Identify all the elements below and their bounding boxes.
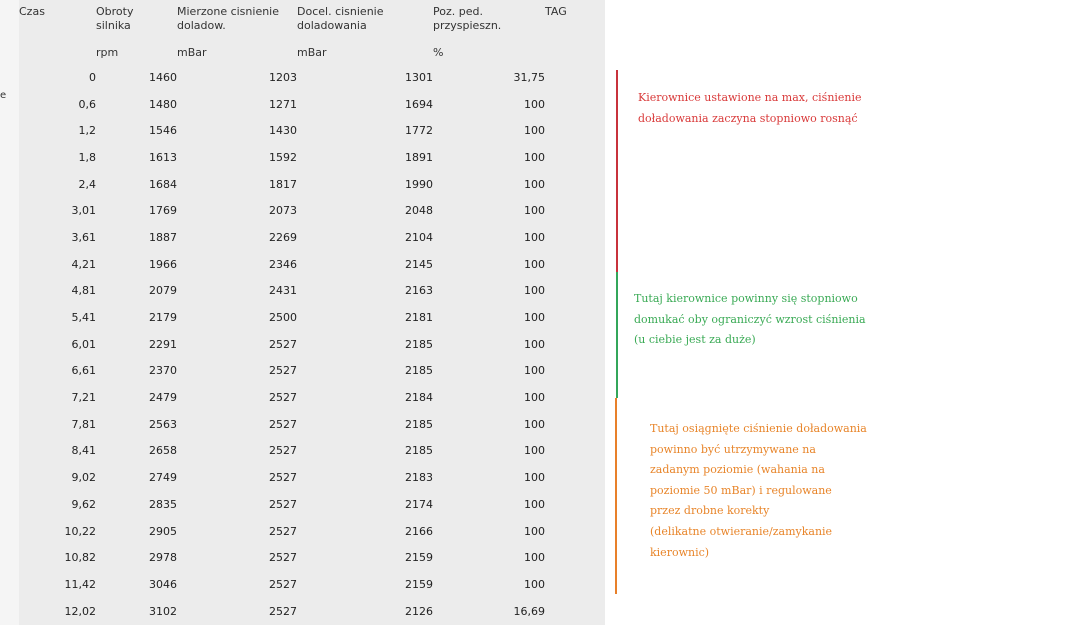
table-row: [19, 571, 605, 598]
cell-tag: [545, 358, 605, 385]
cell-rpm: 2835: [149, 497, 177, 511]
cell-measured: 2527: [269, 604, 297, 618]
cell-rpm: 2179: [149, 311, 177, 325]
cell-rpm: 1966: [149, 257, 177, 271]
cell-rpm: 1546: [149, 124, 177, 138]
cell-czas: 1,8: [78, 150, 96, 164]
cell-target: 1990: [405, 177, 433, 191]
cell-czas: 5,41: [71, 311, 96, 325]
annotation-orange-line: (delikatne otwieranie/zamykanie: [650, 524, 833, 538]
table-row: [19, 171, 605, 198]
annotation-orange-line: poziomie 50 mBar) i regulowane: [650, 483, 832, 497]
cell-target: 2181: [405, 311, 433, 325]
cell-target: 2183: [405, 471, 433, 485]
cell-rpm: 2658: [149, 444, 177, 458]
table-row: [19, 358, 605, 385]
cell-tag: [545, 331, 605, 358]
cell-tag: [545, 117, 605, 144]
table-row: [19, 117, 605, 144]
cell-tag: [545, 64, 605, 91]
cell-rpm: 2978: [149, 551, 177, 565]
cell-target: 2159: [405, 551, 433, 565]
cell-measured: 1430: [269, 124, 297, 138]
cell-czas: 10,22: [64, 524, 96, 538]
cell-tag: [545, 144, 605, 171]
unit-czas: [19, 40, 96, 64]
table-row: [19, 464, 605, 491]
table-row: [19, 544, 605, 571]
cell-pedal: 100: [524, 311, 545, 325]
cell-target: 1694: [405, 97, 433, 111]
annotation-orange-line: kierownic): [650, 545, 710, 559]
cell-rpm: 1684: [149, 177, 177, 191]
cell-czas: 0: [89, 70, 96, 84]
header-czas: Czas: [19, 5, 45, 18]
cell-czas: 1,2: [78, 124, 96, 138]
table-row: [19, 491, 605, 518]
table-row: [19, 331, 605, 358]
table-row: [19, 224, 605, 251]
cell-pedal: 100: [524, 524, 545, 538]
cell-measured: 2527: [269, 471, 297, 485]
unit-tag: [545, 40, 605, 64]
cell-pedal: 100: [524, 97, 545, 111]
cell-tag: [545, 518, 605, 545]
header-docel: Docel. cisnienie doladowania: [297, 5, 384, 32]
cell-tag: [545, 304, 605, 331]
unit-target: mBar: [297, 45, 327, 59]
cell-pedal: 100: [524, 391, 545, 405]
cell-measured: 1271: [269, 97, 297, 111]
cell-pedal: 100: [524, 497, 545, 511]
header-mierzone: Mierzone cisnienie doladow.: [177, 5, 280, 32]
cell-czas: 9,02: [71, 471, 96, 485]
unit-measured: mBar: [177, 45, 207, 59]
cell-rpm: 2079: [149, 284, 177, 298]
cell-measured: 2431: [269, 284, 297, 298]
cell-rpm: 2749: [149, 471, 177, 485]
cell-rpm: 2479: [149, 391, 177, 405]
cell-czas: 10,82: [64, 551, 96, 565]
cell-rpm: 2370: [149, 364, 177, 378]
cell-measured: 2346: [269, 257, 297, 271]
cell-rpm: 1887: [149, 230, 177, 244]
cell-czas: 4,81: [71, 284, 96, 298]
cell-rpm: 2291: [149, 337, 177, 351]
annotation-orange-line: powinno być utrzymywane na: [650, 442, 816, 456]
cell-target: 2185: [405, 417, 433, 431]
cell-czas: 6,01: [71, 337, 96, 351]
table-row: [19, 64, 605, 91]
cell-measured: 2527: [269, 497, 297, 511]
cell-rpm: 1480: [149, 97, 177, 111]
table-row: [19, 438, 605, 465]
cell-target: 2166: [405, 524, 433, 538]
cell-czas: 7,21: [71, 391, 96, 405]
cell-pedal: 100: [524, 230, 545, 244]
cell-measured: 2527: [269, 551, 297, 565]
cell-target: 2184: [405, 391, 433, 405]
cell-target: 2163: [405, 284, 433, 298]
cell-target: 1772: [405, 124, 433, 138]
header-poz-ped: Poz. ped. przyspieszn.: [433, 5, 502, 32]
cell-pedal: 16,69: [513, 604, 545, 618]
annotation-red-line: doładowania zaczyna stopniowo rosnąć: [638, 111, 858, 125]
cell-rpm: 2905: [149, 524, 177, 538]
annotation-orange-line: przez drobne korekty: [650, 504, 770, 518]
orange-marker-line: [615, 398, 617, 594]
cell-tag: [545, 544, 605, 571]
cell-tag: [545, 438, 605, 465]
table-row: [19, 251, 605, 278]
cell-pedal: 100: [524, 204, 545, 218]
cell-measured: 1817: [269, 177, 297, 191]
cell-target: 2104: [405, 230, 433, 244]
cell-pedal: 100: [524, 150, 545, 164]
annotation-orange: [650, 419, 867, 563]
table-row: [19, 384, 605, 411]
cell-czas: 6,61: [71, 364, 96, 378]
green-marker-line: [616, 272, 618, 398]
table-row: [19, 144, 605, 171]
cell-pedal: 100: [524, 417, 545, 431]
unit-rpm: rpm: [96, 45, 119, 59]
cell-tag: [545, 278, 605, 305]
cell-measured: 2527: [269, 364, 297, 378]
cell-tag: [545, 598, 605, 625]
cell-pedal: 100: [524, 284, 545, 298]
cell-czas: 12,02: [64, 604, 96, 618]
cell-target: 2174: [405, 497, 433, 511]
cell-target: 2185: [405, 364, 433, 378]
cell-target: 2159: [405, 577, 433, 591]
cell-pedal: 100: [524, 337, 545, 351]
cell-rpm: 1613: [149, 150, 177, 164]
cell-rpm: 1460: [149, 70, 177, 84]
cell-tag: [545, 571, 605, 598]
cell-target: 2048: [405, 204, 433, 218]
annotation-red: [638, 88, 862, 129]
cell-measured: 2500: [269, 311, 297, 325]
header-obroty: Obroty silnika: [96, 5, 134, 32]
cell-measured: 2269: [269, 230, 297, 244]
cell-pedal: 100: [524, 257, 545, 271]
cell-tag: [545, 491, 605, 518]
cell-measured: 2527: [269, 337, 297, 351]
cell-pedal: 100: [524, 364, 545, 378]
units-row: [19, 40, 605, 64]
cell-pedal: 100: [524, 177, 545, 191]
table-row: [19, 278, 605, 305]
table-row: [19, 91, 605, 118]
cell-rpm: 2563: [149, 417, 177, 431]
left-edge-mark: e: [0, 90, 7, 101]
cell-target: 2185: [405, 337, 433, 351]
cell-tag: [545, 197, 605, 224]
annotation-red-line: Kierownice ustawione na max, ciśnienie: [638, 91, 862, 104]
cell-tag: [545, 91, 605, 118]
sheet-left-edge: [0, 0, 19, 625]
cell-czas: 3,01: [71, 204, 96, 218]
cell-tag: [545, 251, 605, 278]
cell-pedal: 100: [524, 551, 545, 565]
cell-tag: [545, 464, 605, 491]
cell-pedal: 100: [524, 577, 545, 591]
cell-rpm: 1769: [149, 204, 177, 218]
cell-pedal: 100: [524, 444, 545, 458]
cell-tag: [545, 384, 605, 411]
annotation-green-line: domukać oby ograniczyć wzrost ciśnienia: [634, 312, 866, 326]
cell-tag: [545, 411, 605, 438]
cell-tag: [545, 224, 605, 251]
cell-measured: 2527: [269, 577, 297, 591]
table-row: [19, 411, 605, 438]
annotation-orange-line: zadanym poziomie (wahania na: [650, 463, 825, 477]
cell-pedal: 100: [524, 471, 545, 485]
annotation-green: [634, 289, 866, 351]
cell-tag: [545, 171, 605, 198]
cell-pedal: 100: [524, 124, 545, 138]
cell-target: 1891: [405, 150, 433, 164]
cell-target: 2145: [405, 257, 433, 271]
cell-measured: 1203: [269, 70, 297, 84]
cell-czas: 0,6: [78, 97, 96, 111]
cell-target: 2126: [405, 604, 433, 618]
header-tag: TAG: [545, 5, 567, 18]
table-row: [19, 197, 605, 224]
table-row: [19, 304, 605, 331]
cell-czas: 8,41: [71, 444, 96, 458]
cell-czas: 9,62: [71, 497, 96, 511]
header-row: [19, 0, 605, 40]
cell-czas: 11,42: [64, 577, 96, 591]
cell-czas: 4,21: [71, 257, 96, 271]
cell-measured: 2073: [269, 204, 297, 218]
cell-pedal: 31,75: [513, 70, 545, 84]
data-table: [19, 0, 605, 624]
cell-measured: 2527: [269, 444, 297, 458]
table-row: [19, 598, 605, 625]
red-marker-line: [616, 70, 618, 272]
cell-target: 2185: [405, 444, 433, 458]
cell-czas: 7,81: [71, 417, 96, 431]
cell-measured: 1592: [269, 150, 297, 164]
table-row: [19, 518, 605, 545]
annotation-green-line: (u ciebie jest za duże): [634, 333, 756, 347]
cell-measured: 2527: [269, 524, 297, 538]
cell-rpm: 3102: [149, 604, 177, 618]
cell-measured: 2527: [269, 391, 297, 405]
annotation-green-line: Tutaj kierownice powinny się stopniowo: [634, 292, 858, 305]
cell-czas: 3,61: [71, 230, 96, 244]
unit-pedal: %: [433, 45, 444, 59]
cell-target: 1301: [405, 70, 433, 84]
cell-measured: 2527: [269, 417, 297, 431]
cell-czas: 2,4: [78, 177, 96, 191]
annotation-orange-line: Tutaj osiągnięte ciśnienie doładowania: [650, 422, 867, 435]
cell-rpm: 3046: [149, 577, 177, 591]
